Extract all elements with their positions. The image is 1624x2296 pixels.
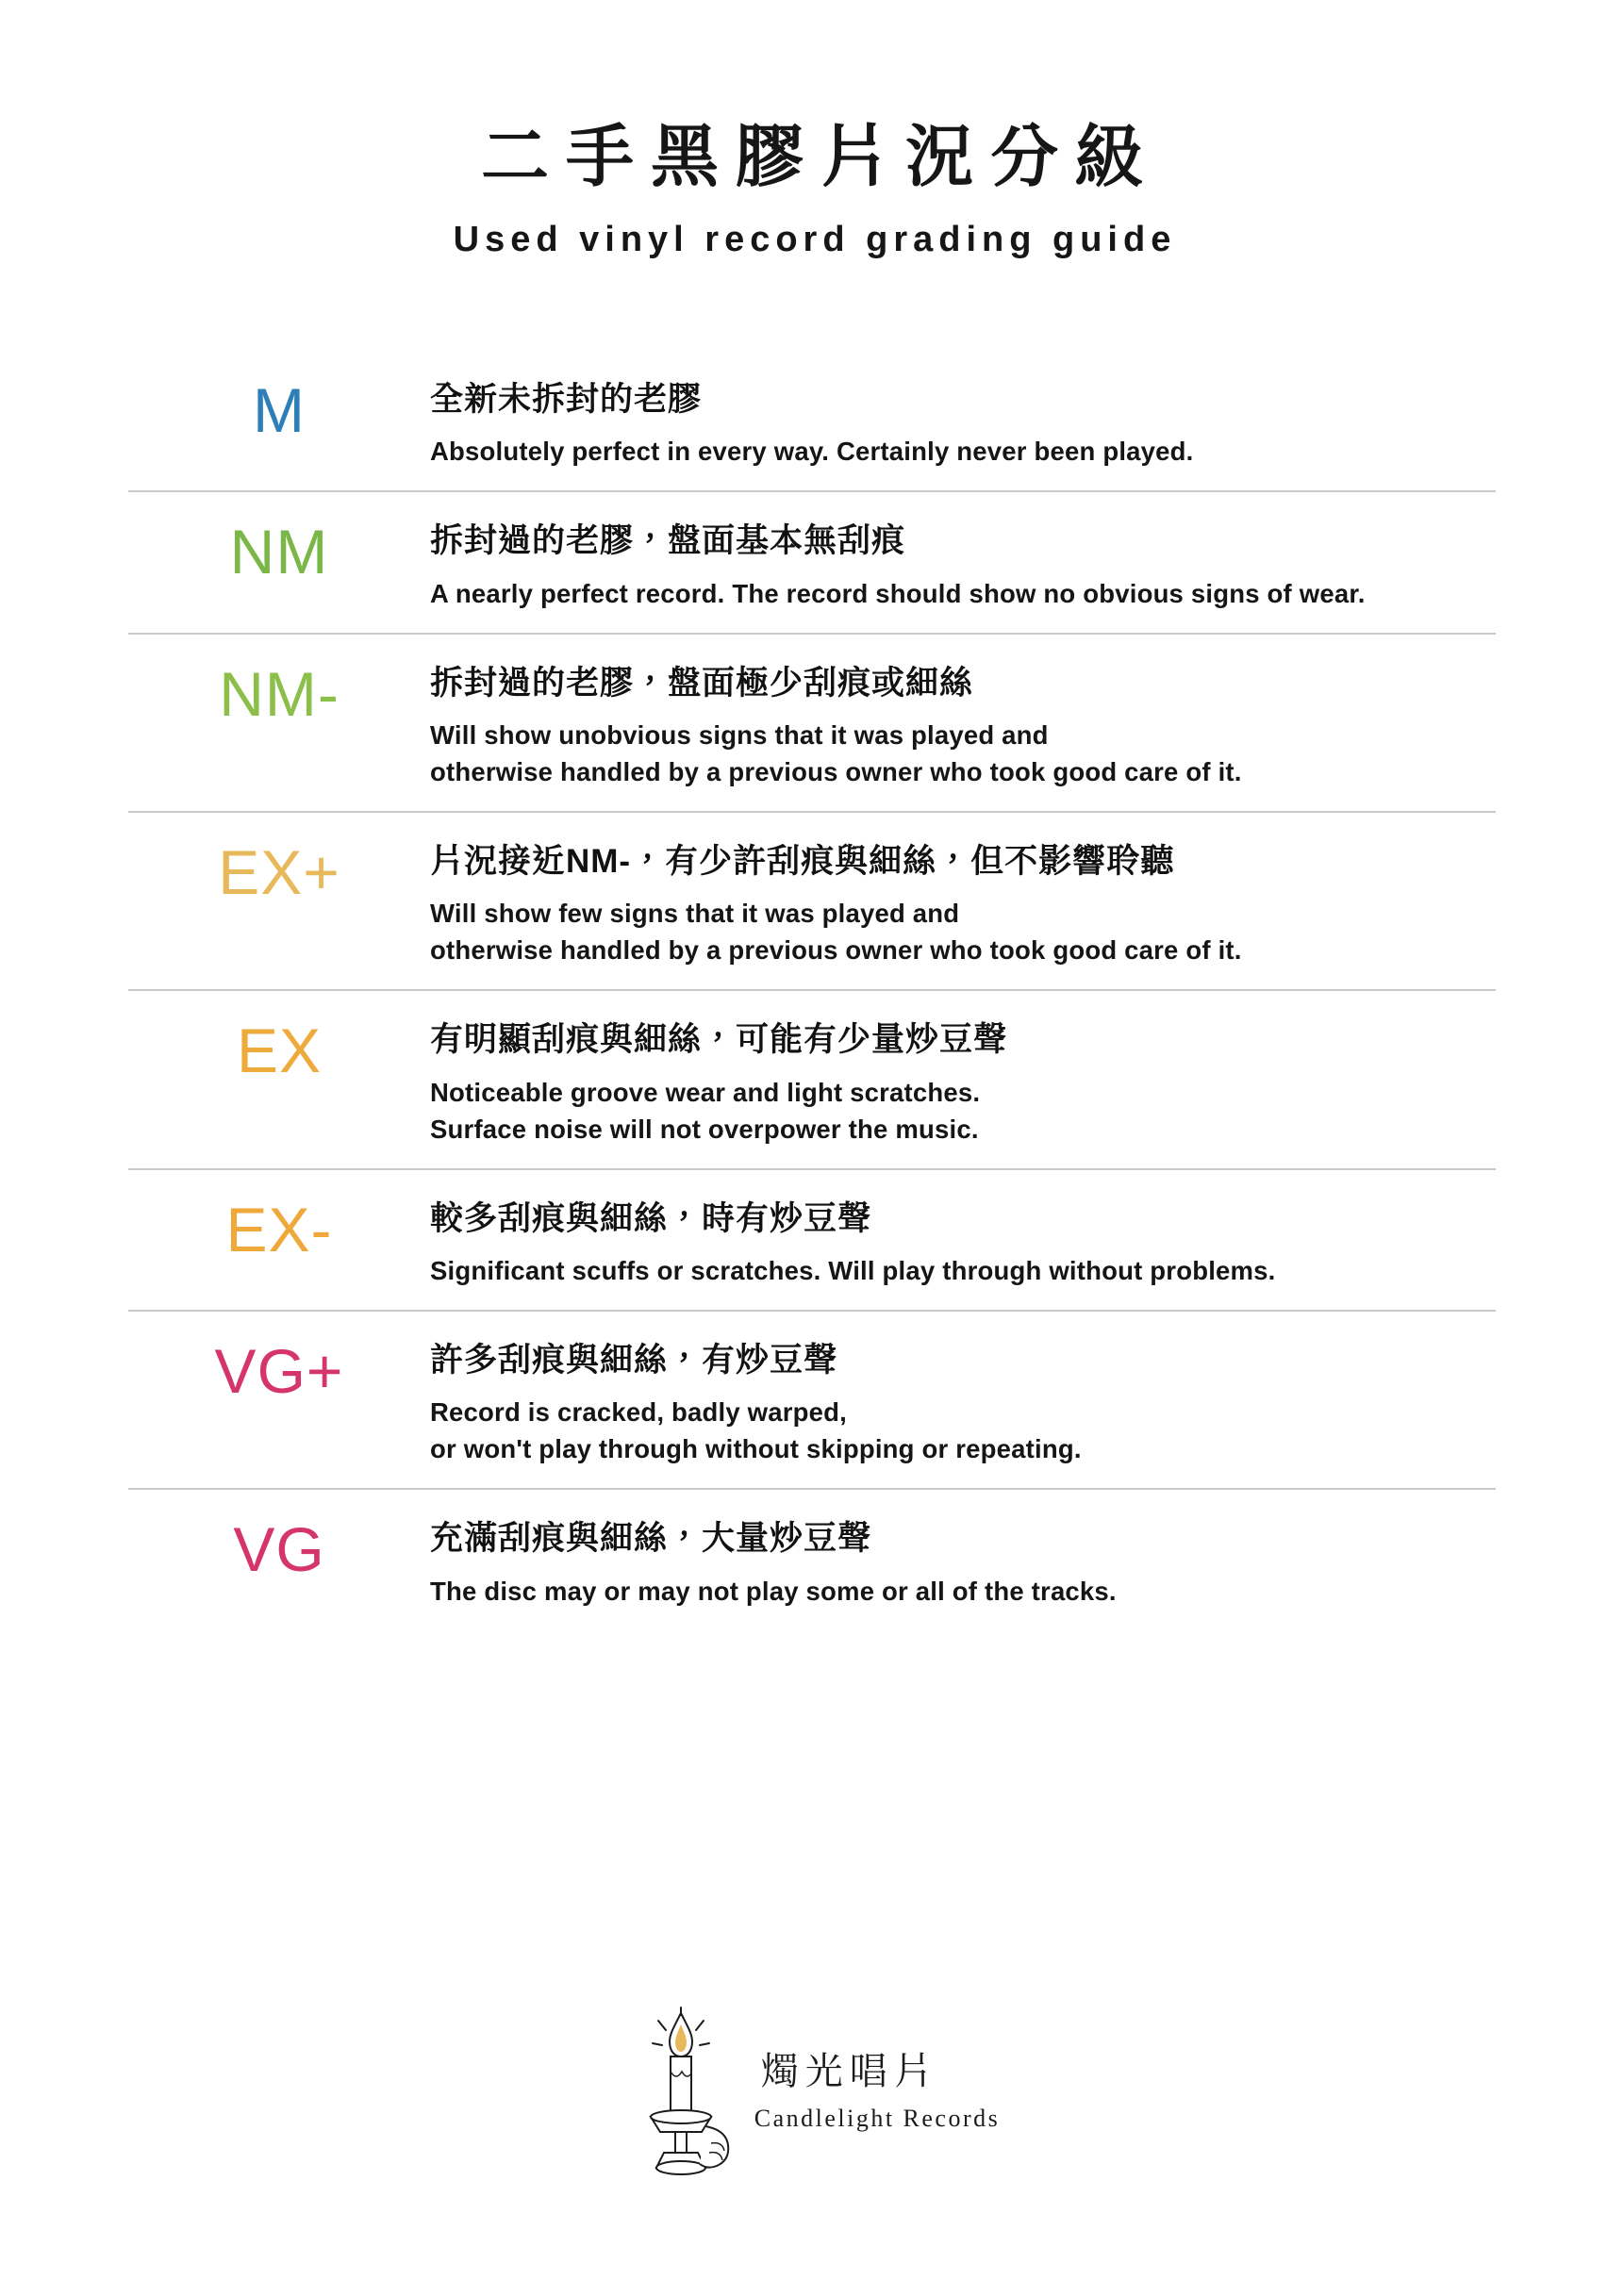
grade-code: EX [236, 1016, 323, 1086]
grade-description [430, 517, 1496, 611]
grade-row [128, 633, 1496, 811]
brand-name-en: Candlelight Records [754, 2104, 1001, 2132]
grade-description [430, 1195, 1496, 1289]
grade-row [128, 490, 1496, 632]
grade-code-cell [128, 375, 430, 446]
grade-description-en-line: Will show unobvious signs that it was played and [430, 720, 1049, 751]
grade-code-cell [128, 1336, 430, 1407]
grade-code: M [253, 375, 306, 446]
grade-description-en-line: The disc may or may not play some or all of the tracks. [430, 1576, 1117, 1606]
page-title-zh: 二手黑膠片況分級 [480, 120, 1160, 195]
grade-description [430, 1016, 1496, 1147]
grade-description-zh: 拆封過的老膠，盤面基本無刮痕 [430, 522, 906, 560]
grade-description-zh: 拆封過的老膠，盤面極少刮痕或細絲 [430, 664, 974, 702]
candlestick-icon [624, 2006, 737, 2185]
grade-description-zh: 較多刮痕與細絲，時有炒豆聲 [430, 1199, 872, 1237]
grade-code: NM- [219, 658, 340, 729]
grade-description [430, 659, 1496, 790]
grade-description-en-line: otherwise handled by a previous owner who took good care of it. [430, 757, 1242, 787]
grade-description-zh: 片況接近NM-，有少許刮痕與細絲，但不影響聆聽 [430, 843, 1175, 881]
grade-code-cell [128, 1514, 430, 1585]
grade-code: NM [229, 517, 329, 587]
grade-description-zh: 全新未拆封的老膠 [430, 381, 703, 419]
grade-code-cell [128, 658, 430, 729]
grade-row [128, 1488, 1496, 1629]
grade-description-en-line: or won't play through without skipping or repeating. [430, 1434, 1082, 1464]
grade-description [430, 837, 1496, 968]
grade-row [128, 989, 1496, 1167]
grade-description-en-line: Significant scuffs or scratches. Will play through without problems. [430, 1256, 1276, 1286]
grade-code: EX- [225, 1194, 333, 1264]
grade-description-en-line: Noticeable groove wear and light scratches. [430, 1077, 981, 1107]
brand-name-zh: 燭光唱片 [760, 2050, 938, 2092]
poster-header [0, 0, 1624, 260]
grade-row [128, 811, 1496, 989]
grade-description [430, 375, 1496, 470]
grade-description-en-line: Surface noise will not overpower the music. [430, 1114, 979, 1144]
grade-description-en-line: Will show few signs that it was played and [430, 899, 960, 929]
grade-description-zh: 有明顯刮痕與細絲，可能有少量炒豆聲 [430, 1021, 1008, 1059]
grade-code-cell [128, 1194, 430, 1264]
grade-description-en-line: otherwise handled by a previous owner who took good care of it. [430, 935, 1242, 966]
grade-code: EX+ [218, 837, 340, 908]
grade-description [430, 1514, 1496, 1609]
page-title-en: Used vinyl record grading guide [453, 220, 1177, 260]
grade-code: VG [233, 1514, 325, 1585]
grade-row [128, 1168, 1496, 1310]
grade-row [128, 1310, 1496, 1488]
grade-code-cell [128, 517, 430, 587]
grade-list [128, 366, 1496, 1630]
grade-description-en-line: A nearly perfect record. The record should show no obvious signs of wear. [430, 578, 1366, 608]
grade-description-zh: 充滿刮痕與細絲，大量炒豆聲 [430, 1520, 872, 1558]
grade-description-en-line: Absolutely perfect in every way. Certainly never been played. [430, 437, 1194, 467]
grade-code-cell [128, 1016, 430, 1086]
footer-logo [0, 2006, 1624, 2185]
grade-description [430, 1336, 1496, 1467]
grade-code: VG+ [214, 1336, 344, 1407]
brand-text [754, 2041, 1001, 2150]
grade-description-zh: 許多刮痕與細絲，有炒豆聲 [430, 1342, 838, 1379]
grade-code-cell [128, 837, 430, 908]
grade-description-en-line: Record is cracked, badly warped, [430, 1397, 847, 1428]
grade-row [128, 366, 1496, 490]
